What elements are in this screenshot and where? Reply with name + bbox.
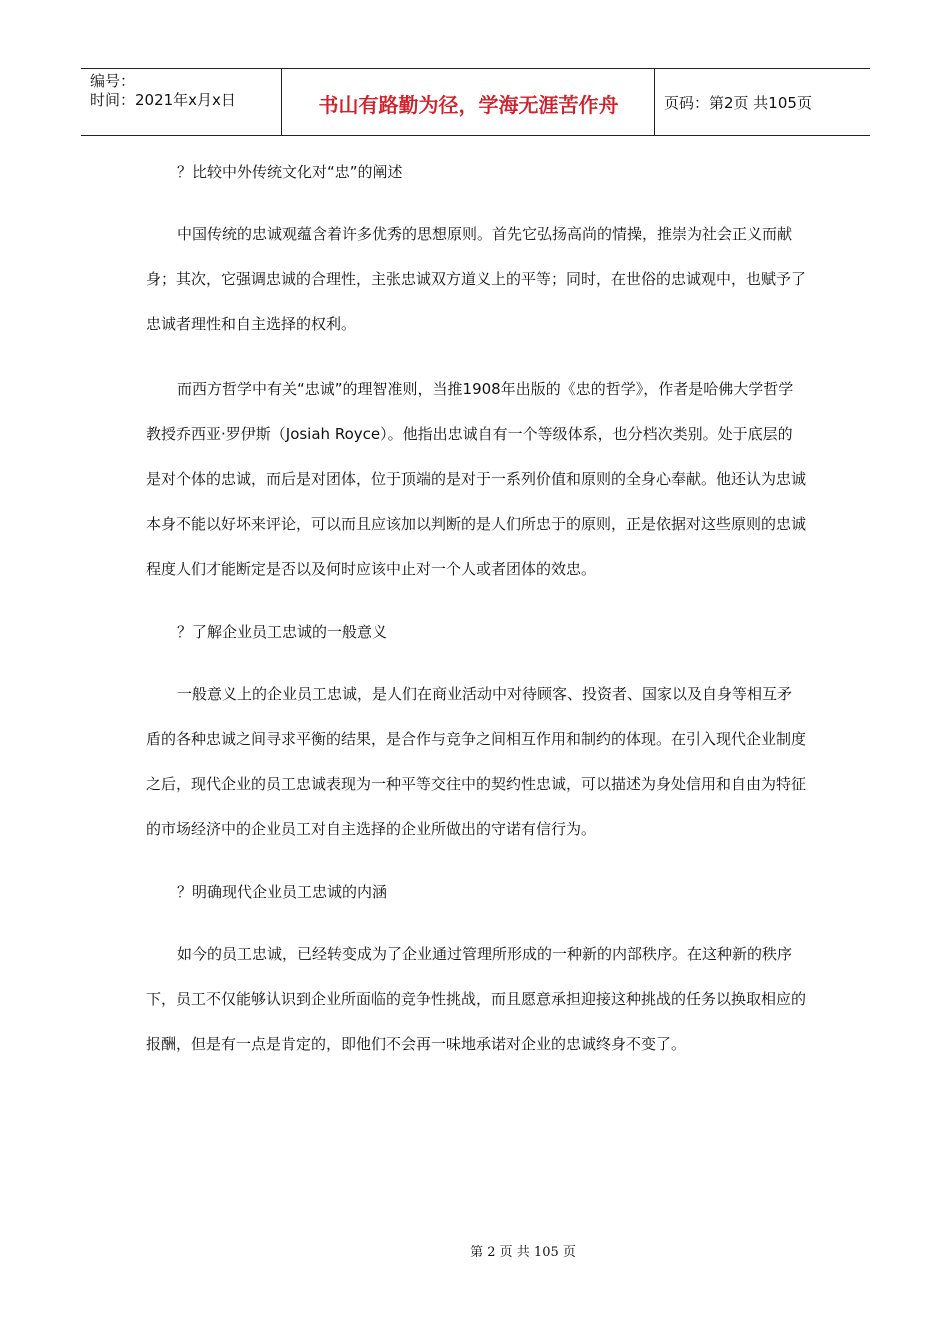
section-heading: ？比较中外传统文化对“忠”的阐述 xyxy=(177,163,403,181)
document-date-label: 时间：2021年x月x日 xyxy=(90,91,236,109)
body-paragraph: 中国传统的忠诚观蕴含着许多优秀的思想原则。首先它弘扬高尚的情操，推崇为社会正义而献身；其次，它强调忠诚的合理性，主张忠诚双方道义上的平等；同时，在世俗的忠诚观中，也赋予了忠诚者理性和自主选择的权利。 xyxy=(146,225,807,333)
document-number-label: 编号： xyxy=(90,72,136,90)
header-motto-cell xyxy=(282,69,655,135)
header-table xyxy=(81,68,870,136)
document-body xyxy=(146,152,806,1087)
page-footer: 第 2 页 共 105 页 xyxy=(470,1245,576,1260)
body-paragraph: 一般意义上的企业员工忠诚，是人们在商业活动中对待顾客、投资者、国家以及自身等相互矛盾的各种忠诚之间寻求平衡的结果，是合作与竞争之间相互作用和制约的体现。在引入现代企业制度之后，现代企业的员工忠诚表现为一种平等交往中的契约性忠诚，可以描述为身处信用和自由为特征的市场经济中的企业员工对自主选择的企业所做出的守诺有信行为。 xyxy=(146,685,807,838)
header-page-cell xyxy=(655,69,870,135)
body-paragraph: 而西方哲学中有关“忠诚”的理智准则，当推1908年出版的《忠的哲学》，作者是哈佛大学哲学教授乔西亚·罗伊斯（Josiah Royce）。他指出忠诚自有一个等级体系，也分档次类别。处于底层的是对个体的忠诚，而后是对团体，位于顶端的是对于一系列价值和原则的全身心奉献。他还认为忠诚本身不能以好坏来评论，可以而且应该加以判断的是人们所忠于的原则，正是依据对这些原则的忠诚程度人们才能断定是否以及何时应该中止对一个人或者团体的效忠。 xyxy=(146,380,807,578)
header-page-info: 页码：第2页 共105页 xyxy=(664,94,812,112)
header-meta-cell xyxy=(81,69,282,135)
body-paragraph: 如今的员工忠诚，已经转变成为了企业通过管理所形成的一种新的内部秩序。在这种新的秩序下，员工不仅能够认识到企业所面临的竞争性挑战，而且愿意承担迎接这种挑战的任务以换取相应的报酬，但是有一点是肯定的，即他们不会再一味地承诺对企业的忠诚终身不变了。 xyxy=(146,945,807,1053)
section-heading: ？明确现代企业员工忠诚的内涵 xyxy=(177,883,388,901)
header-motto: 书山有路勤为径，学海无涯苦作舟 xyxy=(318,93,619,117)
section-heading: ？了解企业员工忠诚的一般意义 xyxy=(177,623,388,641)
